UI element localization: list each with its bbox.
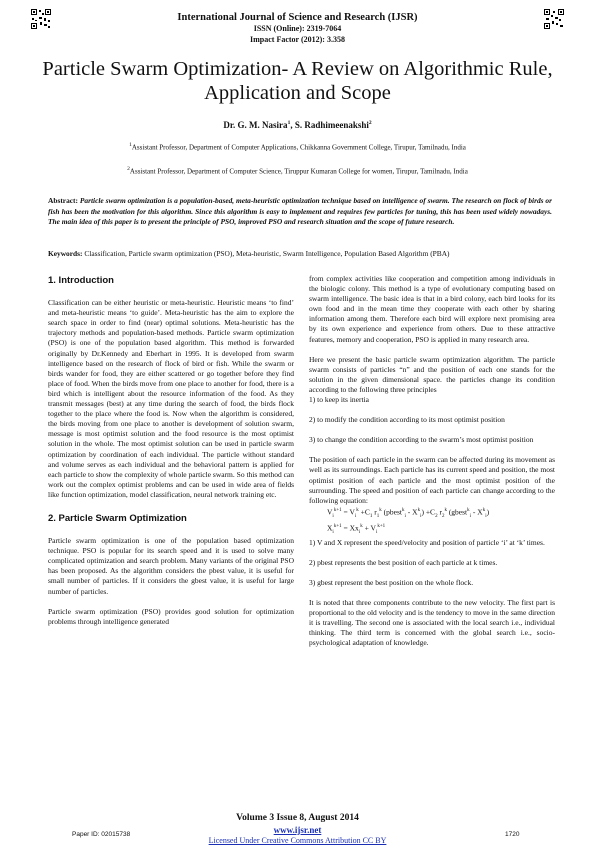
- license-link[interactable]: Licensed Under Creative Commons Attribution CC BY: [208, 836, 387, 845]
- list-item: 3) to change the condition according to the swarm’s most optimist position: [309, 435, 534, 445]
- author-1: Dr. G. M. Nasira: [223, 120, 288, 130]
- list-item: 2) pbest represents the best position of each particle at k times.: [309, 557, 498, 567]
- abstract-text: Particle swarm optimization is a population-based, meta-heuristic optimization technique based on intelligence of swarm. The research on flock of birds or fish has been the motivation for this algorithm. Since this algorithm is easy to implement and requires few particles for tuning, this has been used widely nowadays. The main idea of this paper is to present the principle of PSO, improved PSO and research situation and the scope of future research.: [48, 196, 552, 227]
- keywords: [48, 249, 552, 258]
- paper-id: Paper ID: 02015738: [72, 831, 131, 838]
- paragraph: It is noted that three components contribute to the new velocity. The first part is proportional to the old velocity and is the tendency to move in the same direction it is travelling. The second one is associated with the local search i.e., individual thinking. The third term is concerned with the global search i.e., socio-psychological adaptation of knowledge.: [309, 598, 555, 648]
- list-item: 1) V and X represent the speed/velocity and position of particle ‘i’ at ‘k’ times.: [309, 537, 545, 547]
- author-2: S. Radhimeenakshi: [294, 120, 369, 130]
- paragraph: Particle swarm optimization (PSO) provides good solution for optimization problems through intelligence generated: [48, 606, 294, 626]
- affiliation-2-text: Assistant Professor, Department of Computer Science, Tiruppur Kumaran College for women, Tirupur, Tamilnadu, India: [129, 167, 468, 176]
- affiliation-2-sup: 2: [127, 166, 130, 172]
- keywords-label: Keywords:: [48, 249, 83, 258]
- journal-header: [0, 12, 595, 45]
- section-heading-introduction: 1. Introduction: [48, 275, 114, 286]
- issn: ISSN (Online): 2319-7064: [253, 24, 342, 33]
- left-column: [48, 276, 294, 637]
- list-item: 1) to keep its inertia: [309, 395, 369, 405]
- paragraph: Particle swarm optimization is one of the population based optimization technique. PSO is popular for its search speed and it is used to solve many complicated optimization and search problem. Many variants of the original PSO has been proposed. As the algorithm considers the pbest value, it is useful for small number of particles. If it considers the gbest value, it is useful for large number of particles.: [48, 536, 294, 596]
- list-item: 3) gbest represent the best position on the whole flock.: [309, 577, 474, 587]
- journal-url-link[interactable]: www.ijsr.net: [273, 825, 322, 835]
- right-column: [309, 274, 555, 659]
- keywords-text: Classification, Particle swarm optimization (PSO), Meta-heuristic, Swarm Intelligence, Population Based Algorithm (PBA): [82, 249, 450, 258]
- affiliation-2: [0, 166, 595, 175]
- paragraph: Here we present the basic particle swarm optimization algorithm. The particle swarm consists of particles “n” and the position of each one stands for the solution in the given dimensional space. the particles change its condition according to the following three principles: [309, 354, 555, 394]
- author-sep: ,: [290, 120, 295, 130]
- authors: [0, 120, 595, 130]
- paragraph: The position of each particle in the swarm can be affected during its movement as well as its surroundings. Each particle has its current speed and position, the most optimist position of each particle and the most optimist position of the surrounding. The speed and position of each particle can change according to the following equation:: [309, 455, 555, 505]
- author-2-sup: 2: [368, 120, 372, 126]
- impact-factor: Impact Factor (2012): 3.358: [250, 35, 345, 44]
- section-heading-pso: 2. Particle Swarm Optimization: [48, 512, 187, 524]
- affiliation-1-text: Assistant Professor, Department of Computer Applications, Chikkanna Government College, Tirupur, Tamilnadu, India: [131, 143, 466, 152]
- abstract: [48, 196, 552, 228]
- abstract-label: Abstract:: [48, 196, 78, 205]
- journal-name: International Journal of Science and Research (IJSR): [177, 12, 418, 23]
- affiliation-1: [0, 142, 595, 151]
- volume-info: Volume 3 Issue 8, August 2014: [236, 813, 359, 823]
- paragraph: from complex activities like cooperation and competition among individuals in the biologic colony. This method is a type of evolutionary computing based on swarm intelligence. The basic idea is that in a bird colony, each bird looks for its own food and in the mean time they cooperate with each other by sharing information among them. Therefore each bird will explore next promising area by its own experience and experience from others. Due to these attractive features, memory and cooperation, PSO is applied in many research area.: [309, 274, 555, 344]
- equation-velocity: $V_i^{k+1} = V_i^k +C_1$ $r_1^k$ (pbest$^k_i$ - $X^k_i) +C_2$ $r_2^k$ (gbest$^k_i$ - $X^k_i$): [327, 507, 490, 519]
- author-1-sup: 1: [287, 120, 291, 126]
- paragraph: Classification can be either heuristic or meta-heuristic. Heuristic means ‘to find’ and meta-heuristic means ‘to guide’. Meta-heuristic has the aim to explore the search space in order to find (near) optimal solutions. Meta-heuristic has the trajectory methods and population-based methods. Particle swarm optimization (PSO) is one of the population based algorithm. This method is forwarded originally by Dr.Kennedy and Eberhart in 1995. It is developed from swarm intelligence based on the research of flock of bird or fish. While the swarm or birds wander for food, they are either scattered or go together before they find place of food. When the birds move from one place to another for food, there is a bird which is intelligent about the resource information of the food. As they transmit messages (best) at any time during the search of food, the birds flock together to the place where the food is. Now when the algorithm is considered, the birds moving from one place to another is development of solution swarm, message is most optimist solution and the food resource is the most optimist solution in the whole. The most optimist solution can be used in particle swarm optimization by coordination of each individual. The particle without standard and volume serves as each individual and the behavioral pattern is applied for each particle to show the complexity of whole particle swarm. So this method can work out the complex optimist problems and can be used in wide area of fields like function optimization, model classification, neural network training etc.: [48, 298, 294, 499]
- paper-title: Particle Swarm Optimization- A Review on Algorithmic Rule, Application and Scope: [42, 58, 553, 104]
- list-item: 2) to modify the condition according to its most optimist position: [309, 415, 505, 425]
- page-number: 1720: [505, 831, 520, 838]
- affiliation-1-sup: 1: [129, 142, 132, 148]
- equation-position: $X_i^{k+1} = Xx_i^k + V_i^{k+1}$: [327, 523, 386, 535]
